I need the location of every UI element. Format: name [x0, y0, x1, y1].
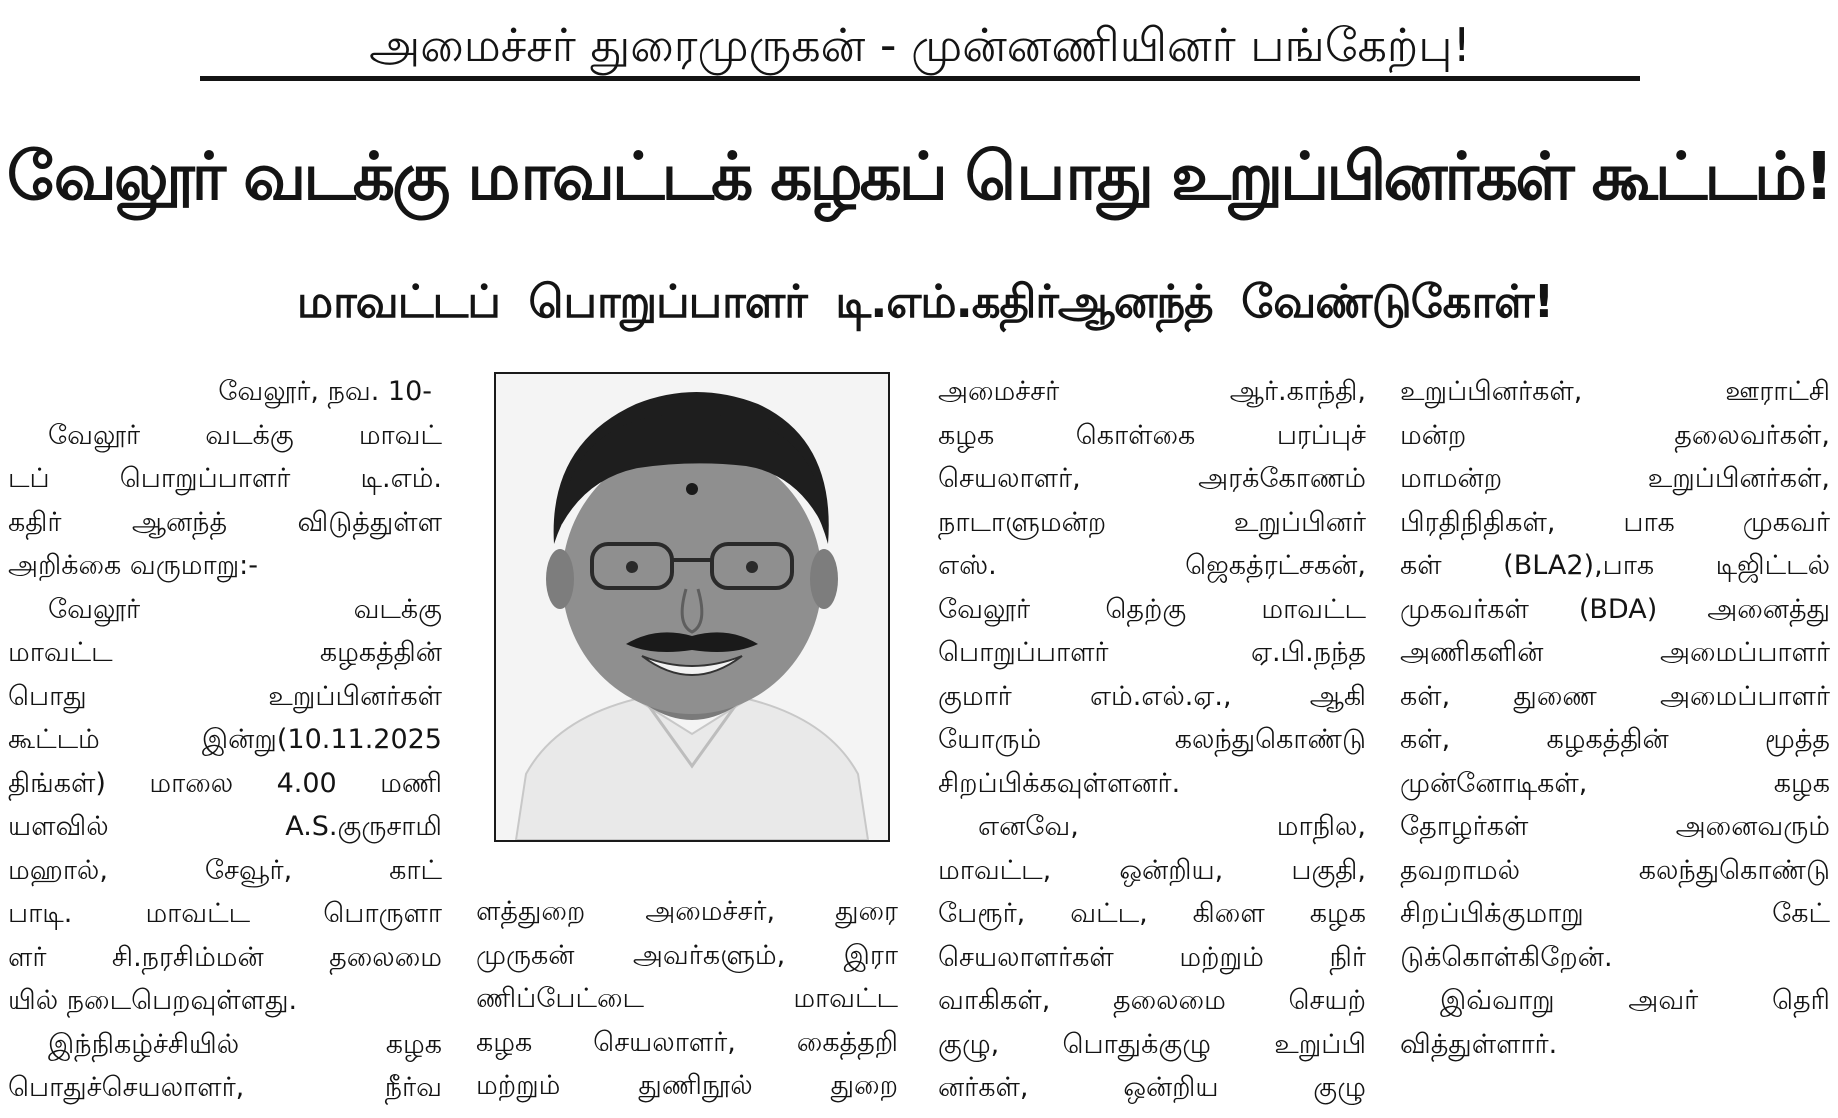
- text-line: கதிர் ஆனந்த் விடுத்துள்ள: [8, 506, 442, 538]
- text-line: மற்றும் துணிநூல் துறை: [476, 1070, 898, 1101]
- text-line: வித்துள்ளார்.: [1400, 1028, 1558, 1060]
- text-line: கழக செயலாளர், கைத்தறி: [476, 1026, 898, 1058]
- text-line: அணிகளின் அமைப்பாளர்: [1400, 637, 1830, 668]
- text-line: ளத்துறை அமைச்சர், துரை: [476, 896, 898, 927]
- text-line: தோழர்கள் அனைவரும்: [1400, 811, 1830, 842]
- text-line: அறிக்கை வருமாறு:-: [8, 550, 259, 581]
- article-column-2: [476, 890, 898, 1108]
- text-line: யில் நடைபெறவுள்ளது.: [8, 985, 298, 1016]
- text-line: கூட்டம் இன்று(10.11.2025: [8, 724, 442, 755]
- text-line: யோரும் கலந்துகொண்டு: [938, 724, 1366, 755]
- text-line: னர்கள், ஒன்றிய குழு: [938, 1072, 1366, 1103]
- text-line: தவறாமல் கலந்துகொண்டு: [1400, 854, 1830, 886]
- article-column-3: [938, 370, 1366, 1110]
- text-line: வாகிகள், தலைமை செயற்: [938, 985, 1366, 1016]
- text-line: குழு, பொதுக்குழு உறுப்பி: [938, 1028, 1366, 1060]
- article-column-4: [1400, 370, 1830, 1066]
- text-line: மாமன்ற உறுப்பினர்கள்,: [1400, 463, 1830, 494]
- article-column-1: [8, 370, 442, 1110]
- text-line: கள், துணை அமைப்பாளர்: [1400, 680, 1830, 712]
- text-line: பாடி. மாவட்ட பொருளா: [8, 898, 442, 929]
- text-line: எஸ். ஜெகத்ரட்சகன்,: [938, 550, 1366, 581]
- text-line: வேலூர் வடக்கு: [48, 593, 442, 625]
- text-line: பிரதிநிதிகள், பாக முகவர்: [1400, 506, 1830, 538]
- sub-headline: மாவட்டப் பொறுப்பாளர் டி.எம்.கதிர்ஆனந்த் வேண்டுகோள்!: [296, 275, 1554, 328]
- text-line: டப் பொறுப்பாளர் டி.எம்.: [8, 463, 442, 494]
- text-line: வேலூர் வடக்கு மாவட்: [48, 419, 442, 451]
- portrait-photo: [494, 372, 890, 842]
- text-line: செயலாளர்கள் மற்றும் நிர்: [938, 941, 1366, 973]
- text-line: பொது உறுப்பினர்கள்: [8, 680, 442, 712]
- text-line: நாடாளுமன்ற உறுப்பினர்: [938, 506, 1366, 538]
- text-line: மாவட்ட கழகத்தின்: [8, 637, 442, 668]
- text-line: பொறுப்பாளர் ஏ.பி.நந்த: [938, 637, 1366, 668]
- text-line: ணிப்பேட்டை மாவட்ட: [476, 983, 898, 1014]
- main-headline: வேலூர் வடக்கு மாவட்டக் கழகப் பொது உறுப்பினர்கள் கூட்டம்!: [6, 138, 1832, 215]
- dateline: வேலூர், நவ. 10-: [218, 376, 432, 407]
- text-line: பேரூர், வட்ட, கிளை கழக: [938, 898, 1366, 929]
- text-line: பொதுச்செயலாளர், நீர்வ: [8, 1072, 442, 1103]
- text-line: குமார் எம்.எல்.ஏ., ஆகி: [938, 680, 1366, 712]
- portrait-illustration: [496, 374, 888, 840]
- text-line: செயலாளர், அரக்கோணம்: [938, 463, 1366, 494]
- text-line: முன்னோடிகள், கழக: [1400, 767, 1830, 799]
- text-line: மஹால், சேவூர், காட்: [8, 854, 442, 886]
- text-line: கள், கழகத்தின் மூத்த: [1400, 724, 1830, 755]
- text-line: இவ்வாறு அவர் தெரி: [1440, 985, 1830, 1016]
- text-line: முகவர்கள் (BDA) அனைத்து: [1400, 593, 1830, 625]
- text-line: சிறப்பிக்கவுள்ளனர்.: [938, 767, 1181, 799]
- text-line: வேலூர் தெற்கு மாவட்ட: [938, 593, 1366, 625]
- text-line: டுக்கொள்கிறேன்.: [1400, 941, 1613, 973]
- text-line: திங்கள்) மாலை 4.00 மணி: [8, 767, 442, 799]
- text-line: ளர் சி.நரசிம்மன் தலைமை: [8, 941, 442, 973]
- text-line: கள் (BLA2),பாக டிஜிட்டல்: [1400, 550, 1830, 581]
- text-line: முருகன் அவர்களும், இரா: [476, 939, 898, 971]
- text-line: கழக கொள்கை பரப்புச்: [938, 419, 1366, 451]
- text-line: உறுப்பினர்கள், ஊராட்சி: [1400, 376, 1830, 407]
- text-line: யளவில் A.S.குருசாமி: [8, 811, 442, 842]
- text-line: எனவே, மாநில,: [978, 811, 1366, 842]
- text-line: மாவட்ட, ஒன்றிய, பகுதி,: [938, 854, 1366, 886]
- text-line: அமைச்சர் ஆர்.காந்தி,: [938, 376, 1366, 407]
- text-line: மன்ற தலைவர்கள்,: [1400, 419, 1830, 451]
- kicker-headline: அமைச்சர் துரைமுருகன் - முன்னணியினர் பங்கேற்பு!: [200, 14, 1640, 81]
- text-line: சிறப்பிக்குமாறு கேட்: [1400, 898, 1830, 929]
- text-line: இந்நிகழ்ச்சியில் கழக: [48, 1028, 442, 1060]
